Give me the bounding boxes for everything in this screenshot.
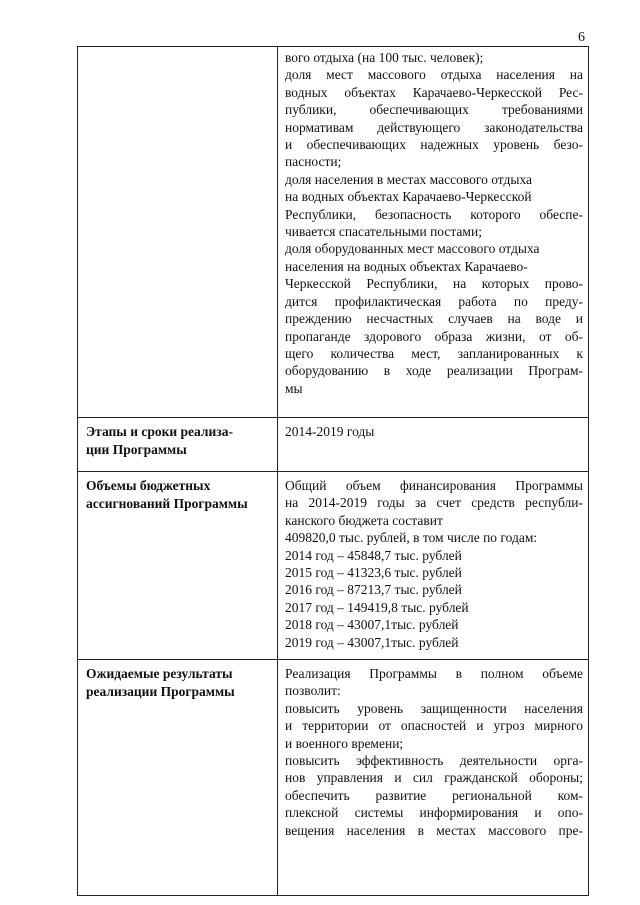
text-line: Общий объем финансирования Программы — [285, 478, 583, 493]
row-divider — [78, 417, 588, 418]
text-line: и обеспечивающих надежных уровень безо- — [285, 137, 583, 153]
row-divider — [78, 471, 588, 472]
program-passport-table — [77, 46, 589, 896]
row-1-value — [285, 423, 583, 440]
text-line: щего количества мест, запланированных к — [285, 345, 583, 361]
row-2-value — [285, 477, 583, 651]
text-line: доля населения в местах массового отдыха — [285, 171, 533, 187]
text-line: канского бюджета составит — [285, 512, 443, 528]
text-line: водных объектах Карачаево-Черкесской Рес- — [285, 84, 583, 100]
text-line: 2014-2019 годы — [285, 424, 375, 439]
row-3-value — [285, 665, 583, 839]
text-line: оборудованию в ходе реализации Програм- — [285, 363, 583, 379]
text-line: и территории от опасностей и угроз мирного — [285, 718, 583, 734]
text-line: Реализация Программы в полном объеме — [285, 666, 583, 681]
text-line: нормативам действующего законодательства — [285, 119, 583, 135]
text-line: на 2014-2019 годы за счет средств республи- — [285, 495, 583, 511]
text-line: доля мест массового отдыха населения на — [285, 67, 583, 83]
text-line: позволит: — [285, 683, 341, 699]
text-line: 2018 год – 43007,1тыс. рублей — [285, 617, 459, 633]
text-line: 2014 год – 45848,7 тыс. рублей — [285, 547, 462, 563]
text-line: пасности; — [285, 154, 342, 170]
text-line: дится профилактическая работа по преду- — [285, 293, 583, 309]
label-line: Этапы и сроки реализа- — [86, 424, 233, 439]
text-line: населения на водных объектах Карачаево- — [285, 258, 528, 274]
row-1-label — [86, 423, 272, 459]
text-line: плексной системы информирования и опо- — [285, 805, 583, 821]
text-line: пропаганде здорового образа жизни, от об- — [285, 328, 583, 344]
text-line: Республики, безопасность которого обеспе- — [285, 206, 583, 222]
text-line: 2017 год – 149419,8 тыс. рублей — [285, 599, 469, 615]
text-line: 409820,0 тыс. рублей, в том числе по годам: — [285, 530, 538, 546]
label-line: Ожидаемые результаты — [86, 666, 233, 681]
text-line: повысить эффективность деятельности орга- — [285, 753, 583, 769]
text-line: 2016 год – 87213,7 тыс. рублей — [285, 582, 462, 598]
label-line: ассигнований Программы — [86, 496, 248, 511]
row-divider — [78, 659, 588, 660]
text-line: повысить уровень защищенности населения — [285, 700, 583, 716]
text-line: 2015 год – 41323,6 тыс. рублей — [285, 565, 462, 581]
text-line: публики, обеспечивающих требованиями — [285, 102, 583, 118]
text-line: 2019 год – 43007,1тыс. рублей — [285, 634, 459, 650]
label-line: Объемы бюджетных — [86, 478, 211, 493]
text-line: нов управления и сил гражданской обороны; — [285, 770, 583, 786]
text-line: и военного времени; — [285, 735, 404, 751]
row-2-label — [86, 477, 272, 513]
text-line: доля оборудованных мест массового отдыха — [285, 241, 540, 257]
label-line: реализации Программы — [86, 684, 235, 699]
text-line: на водных объектах Карачаево-Черкесской — [285, 189, 532, 205]
text-line: Черкесской Республики, на которых прово- — [285, 276, 583, 292]
text-line: мы — [285, 380, 303, 396]
row-0-value — [285, 49, 583, 397]
text-line: чивается спасательными постами; — [285, 224, 482, 240]
text-line: преждению несчастных случаев на воде и — [285, 311, 583, 327]
text-line: вещения населения в местах массового пре- — [285, 822, 583, 838]
page-number: 6 — [578, 30, 585, 45]
label-line: ции Программы — [86, 442, 187, 457]
text-line: обеспечить развитие региональной ком- — [285, 787, 583, 803]
row-3-label — [86, 665, 272, 701]
text-line: вого отдыха (на 100 тыс. человек); — [285, 50, 484, 65]
